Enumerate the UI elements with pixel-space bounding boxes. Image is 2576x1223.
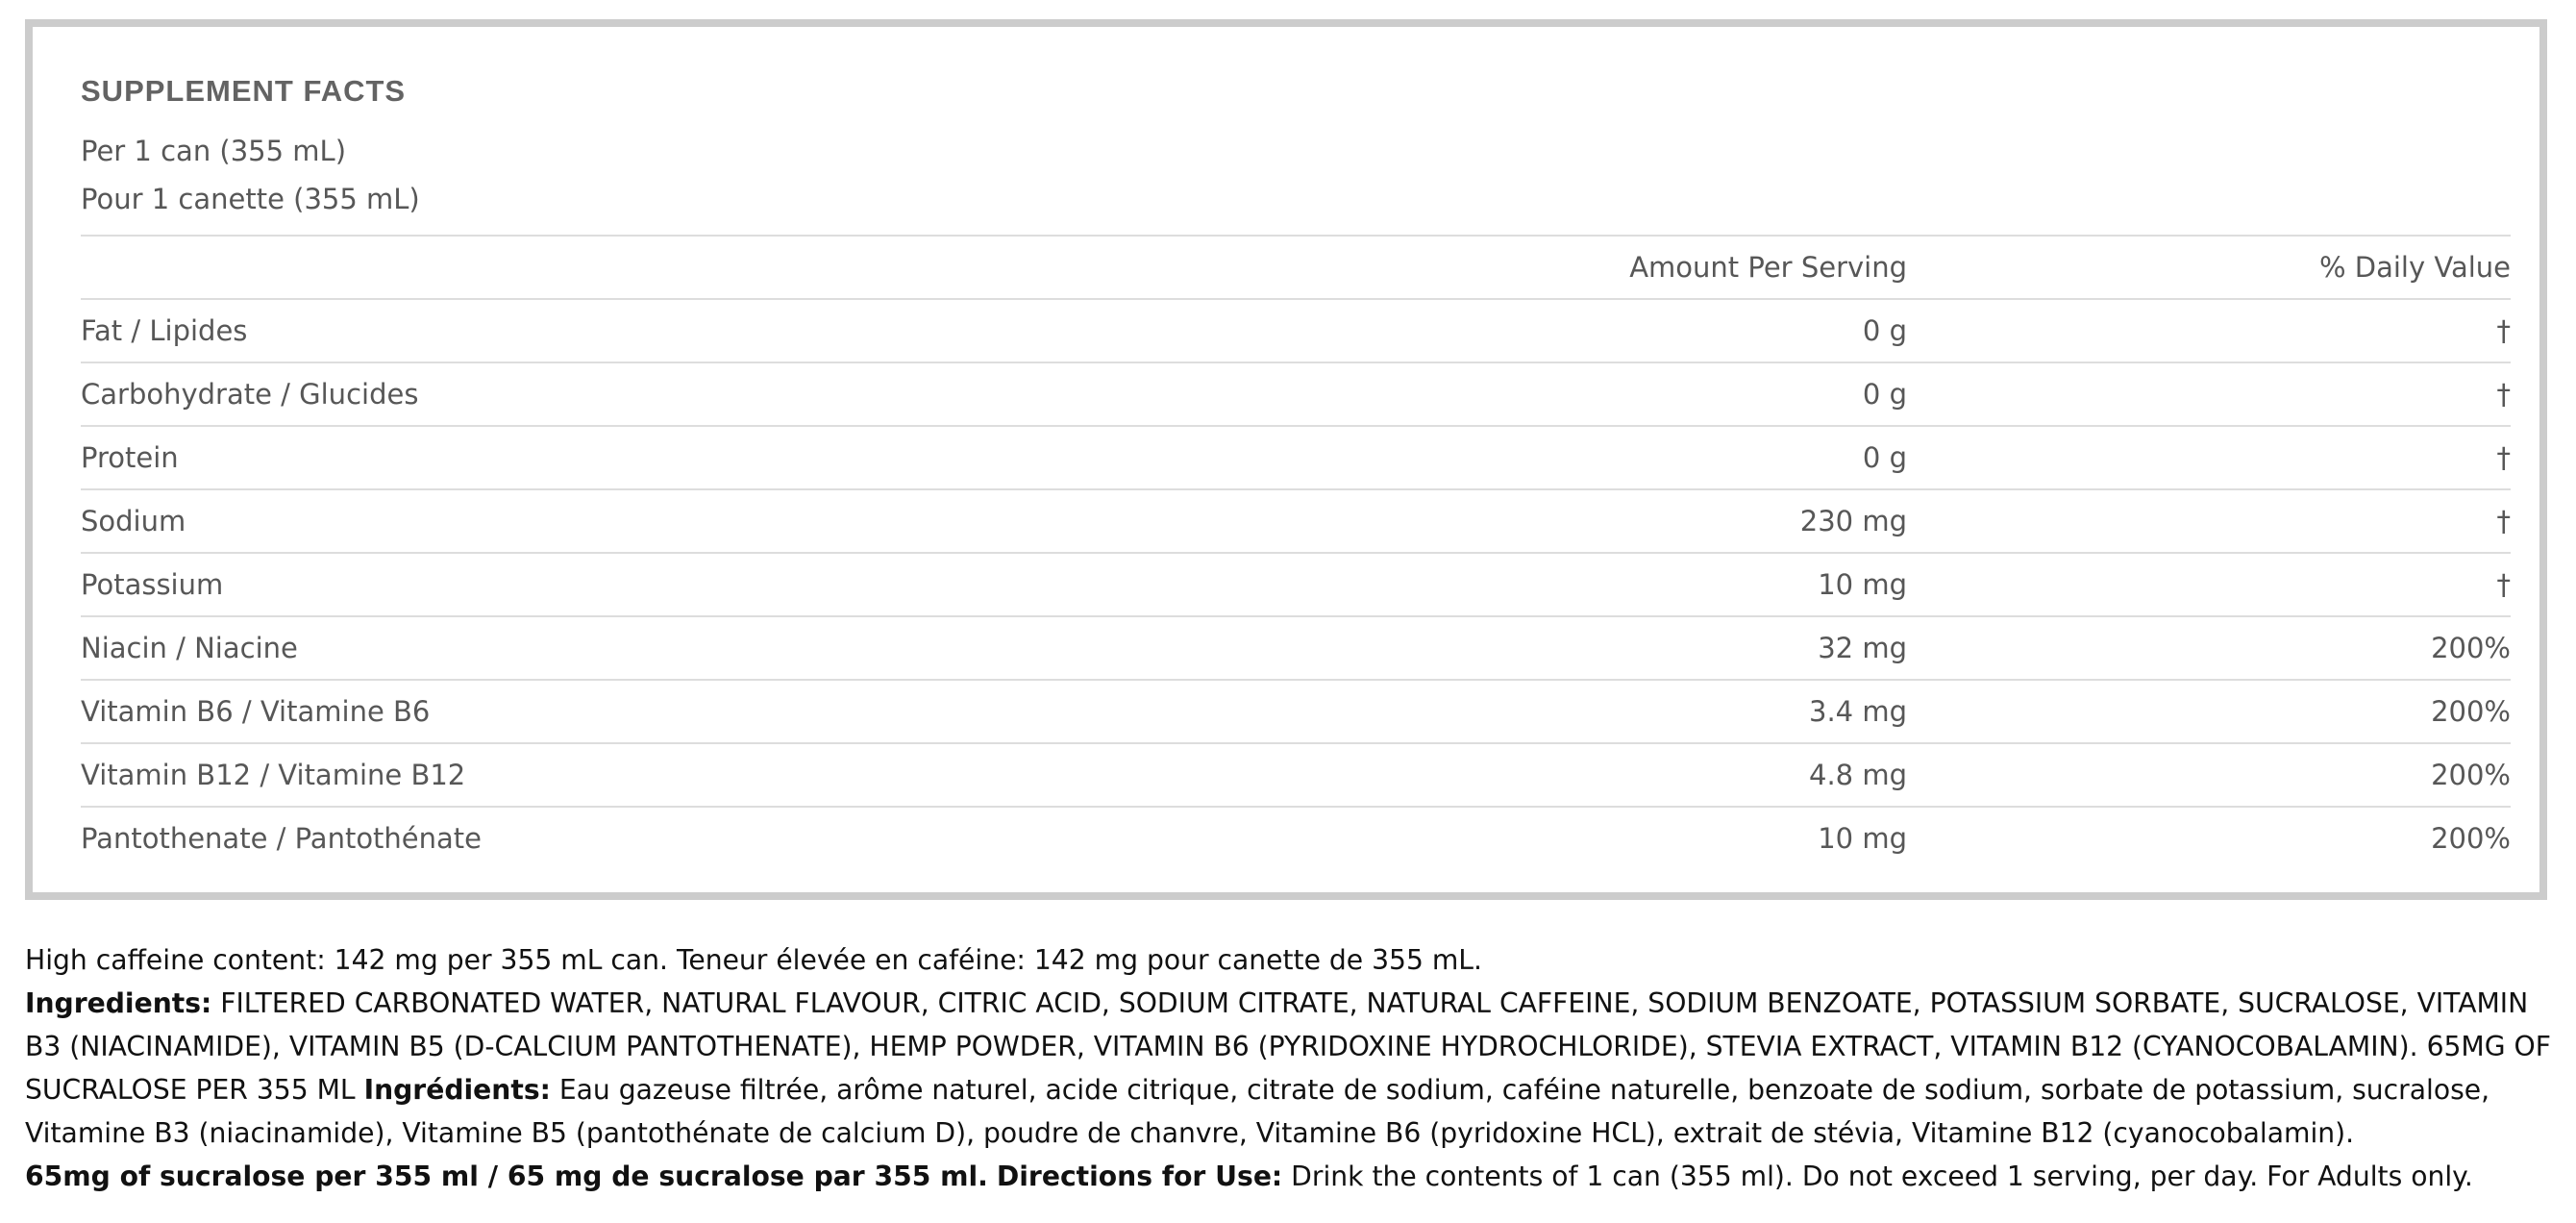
nutrient-daily-value: † <box>1907 553 2511 616</box>
nutrient-name: Protein <box>81 426 1234 489</box>
supplement-facts-content <box>81 67 2511 869</box>
nutrient-daily-value: † <box>1907 299 2511 362</box>
header-nutrient <box>81 236 1234 299</box>
ingredients-paragraph <box>25 982 2553 1155</box>
header-daily-value: % Daily Value <box>1907 236 2511 299</box>
nutrient-daily-value: 200% <box>1907 807 2511 869</box>
nutrient-amount: 10 mg <box>1234 807 1907 869</box>
facts-table <box>81 235 2511 869</box>
serving-size-fr: Pour 1 canette (355 mL) <box>81 183 420 215</box>
sucralose-statement: 65mg of sucralose per 355 ml / 65 mg de sucralose par 355 ml. <box>25 1161 988 1192</box>
ingredients-label-en: Ingredients: <box>25 987 212 1019</box>
supplement-facts-panel <box>25 19 2547 900</box>
nutrient-name: Vitamin B12 / Vitamine B12 <box>81 743 1234 807</box>
table-row <box>81 426 2511 489</box>
caffeine-warning: High caffeine content: 142 mg per 355 mL can. Teneur élevée en caféine: 142 mg pour canette de 355 mL. <box>25 944 1482 976</box>
nutrient-amount: 230 mg <box>1234 489 1907 553</box>
nutrient-amount: 0 g <box>1234 362 1907 426</box>
facts-table-header <box>81 236 2511 299</box>
nutrient-name: Sodium <box>81 489 1234 553</box>
nutrient-amount: 10 mg <box>1234 553 1907 616</box>
table-row <box>81 743 2511 807</box>
serving-size-en: Per 1 can (355 mL) <box>81 135 347 167</box>
ingredients-label-fr: Ingrédients: <box>363 1074 551 1106</box>
nutrient-name: Potassium <box>81 553 1234 616</box>
nutrient-amount: 4.8 mg <box>1234 743 1907 807</box>
nutrient-name: Vitamin B6 / Vitamine B6 <box>81 680 1234 743</box>
directions-label: Directions for Use: <box>996 1161 1283 1192</box>
table-row <box>81 489 2511 553</box>
table-row <box>81 680 2511 743</box>
table-row <box>81 616 2511 680</box>
nutrient-amount: 0 g <box>1234 426 1907 489</box>
nutrient-name: Pantothenate / Pantothénate <box>81 807 1234 869</box>
nutrient-daily-value: 200% <box>1907 743 2511 807</box>
nutrient-amount: 32 mg <box>1234 616 1907 680</box>
directions-paragraph <box>25 1155 2553 1198</box>
nutrient-name: Fat / Lipides <box>81 299 1234 362</box>
nutrient-daily-value: † <box>1907 489 2511 553</box>
header-amount: Amount Per Serving <box>1234 236 1907 299</box>
ingredients-text-fr: Eau gazeuse filtrée, arôme naturel, acide citrique, citrate de sodium, caféine naturelle, benzoate de sodium, sorbate de potassium, sucralose, Vitamine B3 (niacinamide), Vitamine B5 (pantothénate de calcium D), poudre de chanvre, Vitamine B6 (pyridoxine HCL), extrait de stévia, Vitamine B12 (cyanocobalamin). <box>25 1074 2490 1149</box>
nutrient-daily-value: 200% <box>1907 616 2511 680</box>
nutrient-amount: 3.4 mg <box>1234 680 1907 743</box>
nutrient-amount: 0 g <box>1234 299 1907 362</box>
nutrient-daily-value: † <box>1907 362 2511 426</box>
table-row <box>81 362 2511 426</box>
nutrient-name: Carbohydrate / Glucides <box>81 362 1234 426</box>
table-row <box>81 807 2511 869</box>
nutrient-name: Niacin / Niacine <box>81 616 1234 680</box>
directions-text: Drink the contents of 1 can (355 ml). Do not exceed 1 serving, per day. For Adults only. <box>1282 1161 2473 1192</box>
nutrient-daily-value: † <box>1907 426 2511 489</box>
facts-title: SUPPLEMENT FACTS <box>81 74 407 108</box>
table-row <box>81 553 2511 616</box>
ingredients-text-en: FILTERED CARBONATED WATER, NATURAL FLAVOUR, CITRIC ACID, SODIUM CITRATE, NATURAL CAFFEINE, SODIUM BENZOATE, POTASSIUM SORBATE, SUCRALOSE, VITAMIN B3 (NIACINAMIDE), VITAMIN B5 (D-CALCIUM PANTOTHENATE), HEMP POWDER, VITAMIN B6 (PYRIDOXINE HYDROCHLORIDE), STEVIA EXTRACT, VITAMIN B12 (CYANOCOBALAMIN). 65MG OF SUCRALOSE PER 355 ML <box>25 987 2551 1106</box>
table-row <box>81 299 2511 362</box>
product-notes <box>25 938 2553 1198</box>
nutrient-daily-value: 200% <box>1907 680 2511 743</box>
